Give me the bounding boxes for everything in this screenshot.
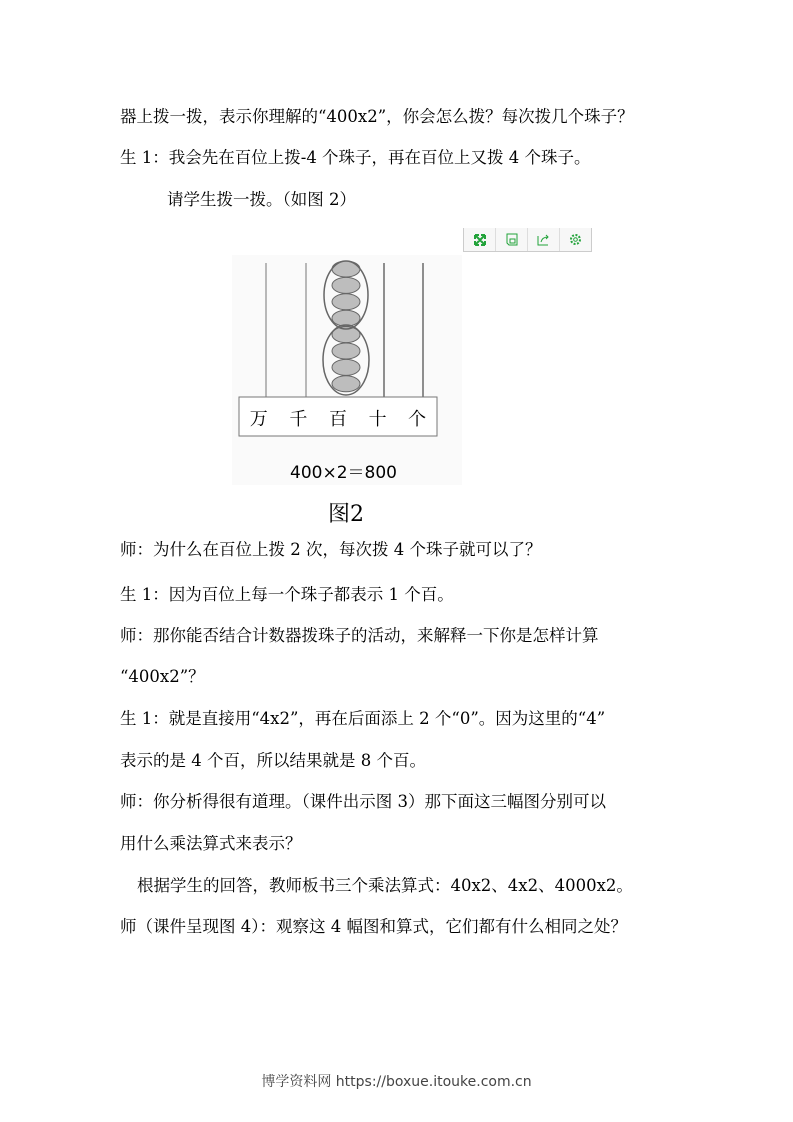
- expand-button[interactable]: [464, 228, 496, 251]
- paragraph: “400x2”？: [120, 667, 205, 686]
- share-icon: [537, 233, 550, 246]
- place-label: 万: [249, 409, 268, 430]
- bead: [332, 343, 360, 359]
- save-icon: [506, 233, 518, 246]
- image-toolbar: [463, 228, 592, 252]
- bead: [332, 277, 360, 293]
- paragraph: 表示的是 4 个百，所以结果就是 8 个百。: [120, 751, 426, 770]
- paragraph: 器上拨一拨，表示你理解的“400x2”，你会怎么拨？每次拨几个珠子？: [120, 107, 634, 126]
- paragraph: 师：那你能否结合计数器拨珠子的活动，来解释一下你是怎样计算: [120, 626, 599, 645]
- paragraph: 生 1：我会先在百位上拨-4 个珠子，再在百位上又拨 4 个珠子。: [120, 148, 591, 167]
- place-label: 十: [368, 409, 387, 430]
- bead: [332, 376, 360, 392]
- paragraph: 师（课件呈现图 4）：观察这 4 幅图和算式，它们都有什么相同之处？: [120, 917, 627, 936]
- bead: [332, 310, 360, 326]
- place-label: 千: [289, 409, 308, 430]
- paragraph: 生 1：就是直接用“4x2”，再在后面添上 2 个“0”。因为这里的“4”: [120, 709, 606, 728]
- place-label: 百: [328, 409, 347, 430]
- bead: [332, 261, 360, 277]
- abacus-drawing: [232, 255, 462, 485]
- paragraph: 师：为什么在百位上拨 2 次，每次拨 4 个珠子就可以了？: [120, 540, 542, 559]
- settings-button[interactable]: [560, 228, 591, 251]
- paragraph: 用什么乘法算式来表示？: [120, 834, 302, 853]
- footer-source: 博学资料网 https://boxue.itouke.com.cn: [261, 1074, 532, 1090]
- paragraph: 师：你分析得很有道理。（课件出示图 3）那下面这三幅图分别可以: [120, 792, 606, 811]
- bead: [332, 294, 360, 310]
- settings-icon: [569, 233, 582, 246]
- paragraph: 请学生拨一拨。（如图 2）: [167, 190, 356, 209]
- figure-caption: 图2: [328, 502, 364, 527]
- paragraph: 生 1：因为百位上每一个珠子都表示 1 个百。: [120, 585, 454, 604]
- bead: [332, 359, 360, 375]
- place-label: 个: [408, 409, 427, 430]
- share-button[interactable]: [528, 228, 560, 251]
- save-button[interactable]: [496, 228, 528, 251]
- abacus-figure: [232, 255, 462, 485]
- expand-icon: [474, 234, 486, 246]
- figure-formula: 400×2＝800: [290, 463, 397, 483]
- paragraph: 根据学生的回答，教师板书三个乘法算式：40x2、4x2、4000x2。: [137, 876, 633, 895]
